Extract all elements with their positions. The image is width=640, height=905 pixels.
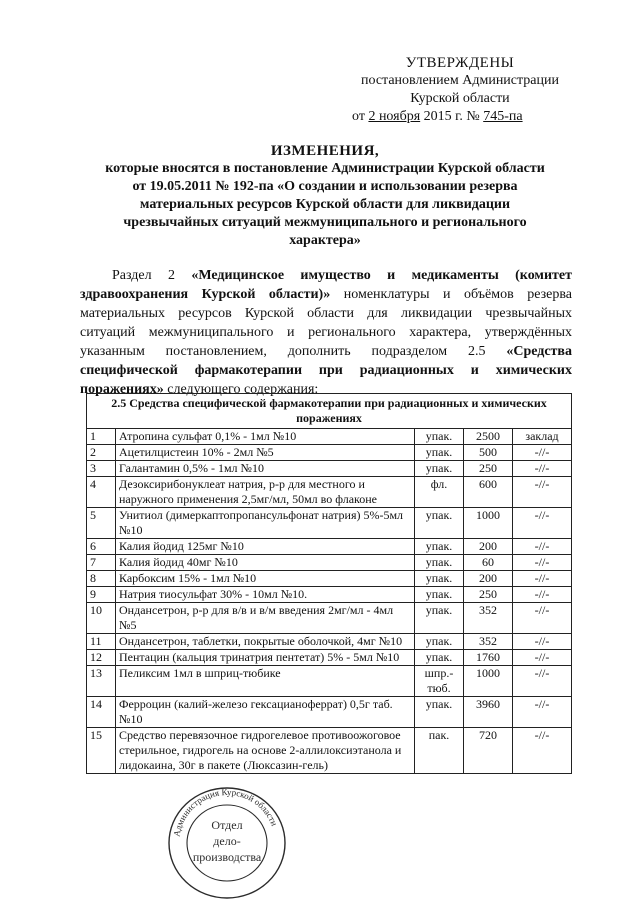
body-section-name: «Медицинское имущество и медикаменты (комитет здравоохранения Курской области)» xyxy=(80,268,572,302)
item-quantity: 60 xyxy=(464,555,513,571)
item-note: -//- xyxy=(513,555,572,571)
item-note: -//- xyxy=(513,539,572,555)
item-unit: упак. xyxy=(415,445,464,461)
item-unit: упак. xyxy=(415,555,464,571)
item-note: заклад xyxy=(513,429,572,445)
item-name: Ондансетрон, р-р для в/в и в/м введения 2мг/мл - 4мл №5 xyxy=(116,603,415,634)
item-name: Ферроцин (калий-железо гексацианоферрат) 0,5г таб. №10 xyxy=(116,697,415,728)
title-line-5: характера» xyxy=(289,233,361,248)
item-quantity: 600 xyxy=(464,477,513,508)
approval-line-decree: постановлением Администрации xyxy=(361,73,559,88)
table-row xyxy=(87,571,572,587)
row-number: 15 xyxy=(87,728,116,774)
row-number: 9 xyxy=(87,587,116,603)
item-note: -//- xyxy=(513,728,572,774)
item-unit: упак. xyxy=(415,634,464,650)
table-row xyxy=(87,728,572,774)
item-unit: упак. xyxy=(415,603,464,634)
stamp-line-2: дело- xyxy=(213,834,241,848)
table-row xyxy=(87,508,572,539)
table-row xyxy=(87,697,572,728)
stamp-ring-text: Администрация Курской области xyxy=(171,786,280,838)
item-quantity: 200 xyxy=(464,571,513,587)
table-caption-row xyxy=(87,394,572,429)
approval-block xyxy=(330,54,590,126)
item-name: Калия йодид 125мг №10 xyxy=(116,539,415,555)
row-number: 13 xyxy=(87,666,116,697)
row-number: 5 xyxy=(87,508,116,539)
item-quantity: 720 xyxy=(464,728,513,774)
item-quantity: 352 xyxy=(464,634,513,650)
date-year: 2015 г. № xyxy=(423,109,480,124)
stamp-line-3: производства xyxy=(192,850,262,864)
item-name: Пентацин (кальция тринатрия пентетат) 5% - 5мл №10 xyxy=(116,650,415,666)
table-row xyxy=(87,539,572,555)
item-unit: упак. xyxy=(415,697,464,728)
item-unit: фл. xyxy=(415,477,464,508)
row-number: 1 xyxy=(87,429,116,445)
item-note: -//- xyxy=(513,587,572,603)
body-part-5: следующего содержания: xyxy=(163,382,319,397)
item-quantity: 3960 xyxy=(464,697,513,728)
body-part-1: Раздел 2 xyxy=(112,268,192,283)
document-title xyxy=(70,142,580,250)
title-line-2: от 19.05.2011 № 192-па «О создании и использовании резерва xyxy=(132,179,518,194)
row-number: 10 xyxy=(87,603,116,634)
item-unit: упак. xyxy=(415,429,464,445)
item-unit: шпр.-тюб. xyxy=(415,666,464,697)
table-row xyxy=(87,666,572,697)
item-quantity: 2500 xyxy=(464,429,513,445)
item-note: -//- xyxy=(513,571,572,587)
item-note: -//- xyxy=(513,445,572,461)
row-number: 14 xyxy=(87,697,116,728)
item-name: Галантамин 0,5% - 1мл №10 xyxy=(116,461,415,477)
item-name: Калия йодид 40мг №10 xyxy=(116,555,415,571)
item-note: -//- xyxy=(513,697,572,728)
row-number: 6 xyxy=(87,539,116,555)
item-quantity: 1000 xyxy=(464,666,513,697)
stamp-line-1: Отдел xyxy=(211,818,243,832)
items-table xyxy=(86,393,572,774)
item-note: -//- xyxy=(513,461,572,477)
item-name: Ондансетрон, таблетки, покрытые оболочкой, 4мг №10 xyxy=(116,634,415,650)
title-heading: ИЗМЕНЕНИЯ, xyxy=(270,143,380,159)
row-number: 8 xyxy=(87,571,116,587)
item-name: Пеликсим 1мл в шприц-тюбике xyxy=(116,666,415,697)
approval-line-region: Курской области xyxy=(410,91,510,106)
item-unit: упак. xyxy=(415,650,464,666)
item-name: Унитиол (димеркаптопропансульфонат натрия) 5%-5мл №10 xyxy=(116,508,415,539)
table-row xyxy=(87,429,572,445)
item-name: Средство перевязочное гидрогелевое противоожоговое стерильное, гидрогель на основе 2-аллилоксиэтанола и лидокаина, 30г в пакете (Люксазин-гель) xyxy=(116,728,415,774)
approval-heading: УТВЕРЖДЕНЫ xyxy=(405,55,515,71)
body-subsection-name: «Средства специфической фармакотерапии при радиационных и химических поражениях» xyxy=(80,344,572,397)
body-part-3: номенклатуры и объёмов резерва материальных ресурсов Курской области для ликвидации чрезвычайных ситуаций межмуниципального и регионального характера, утверждённых указанным постановлением, дополнить подразделом 2.5 xyxy=(80,287,572,359)
item-quantity: 250 xyxy=(464,461,513,477)
table-row xyxy=(87,634,572,650)
body-paragraph xyxy=(80,266,572,399)
title-line-1: которые вносятся в постановление Администрации Курской области xyxy=(105,161,545,176)
row-number: 11 xyxy=(87,634,116,650)
item-quantity: 500 xyxy=(464,445,513,461)
row-number: 7 xyxy=(87,555,116,571)
item-note: -//- xyxy=(513,666,572,697)
title-line-4: чрезвычайных ситуаций межмуниципального и регионального xyxy=(123,215,527,230)
item-note: -//- xyxy=(513,477,572,508)
item-unit: упак. xyxy=(415,461,464,477)
item-unit: пак. xyxy=(415,728,464,774)
table-row xyxy=(87,477,572,508)
official-stamp xyxy=(165,785,289,901)
item-name: Карбоксим 15% - 1мл №10 xyxy=(116,571,415,587)
row-number: 2 xyxy=(87,445,116,461)
item-note: -//- xyxy=(513,603,572,634)
row-number: 4 xyxy=(87,477,116,508)
date-prefix: от xyxy=(352,109,365,124)
table-row xyxy=(87,587,572,603)
table-row xyxy=(87,445,572,461)
decree-number: 745-па xyxy=(483,109,523,124)
item-quantity: 200 xyxy=(464,539,513,555)
date-day-month: 2 ноября xyxy=(368,109,421,124)
item-quantity: 352 xyxy=(464,603,513,634)
table-row xyxy=(87,650,572,666)
item-quantity: 1760 xyxy=(464,650,513,666)
row-number: 12 xyxy=(87,650,116,666)
approval-date-line xyxy=(330,108,590,126)
table-row xyxy=(87,461,572,477)
item-name: Атропина сульфат 0,1% - 1мл №10 xyxy=(116,429,415,445)
item-unit: упак. xyxy=(415,571,464,587)
item-name: Натрия тиосульфат 30% - 10мл №10. xyxy=(116,587,415,603)
item-note: -//- xyxy=(513,634,572,650)
row-number: 3 xyxy=(87,461,116,477)
table-row xyxy=(87,555,572,571)
item-unit: упак. xyxy=(415,587,464,603)
item-quantity: 250 xyxy=(464,587,513,603)
table-caption: 2.5 Средства специфической фармакотерапии при радиационных и химических поражениях xyxy=(87,394,572,429)
item-name: Дезоксирибонуклеат натрия, р-р для местного и наружного применения 2,5мг/мл, 50мл во флаконе xyxy=(116,477,415,508)
item-name: Ацетилцистеин 10% - 2мл №5 xyxy=(116,445,415,461)
item-note: -//- xyxy=(513,508,572,539)
table-row xyxy=(87,603,572,634)
item-unit: упак. xyxy=(415,539,464,555)
item-note: -//- xyxy=(513,650,572,666)
item-quantity: 1000 xyxy=(464,508,513,539)
item-unit: упак. xyxy=(415,508,464,539)
title-line-3: материальных ресурсов Курской области для ликвидации xyxy=(139,197,511,212)
